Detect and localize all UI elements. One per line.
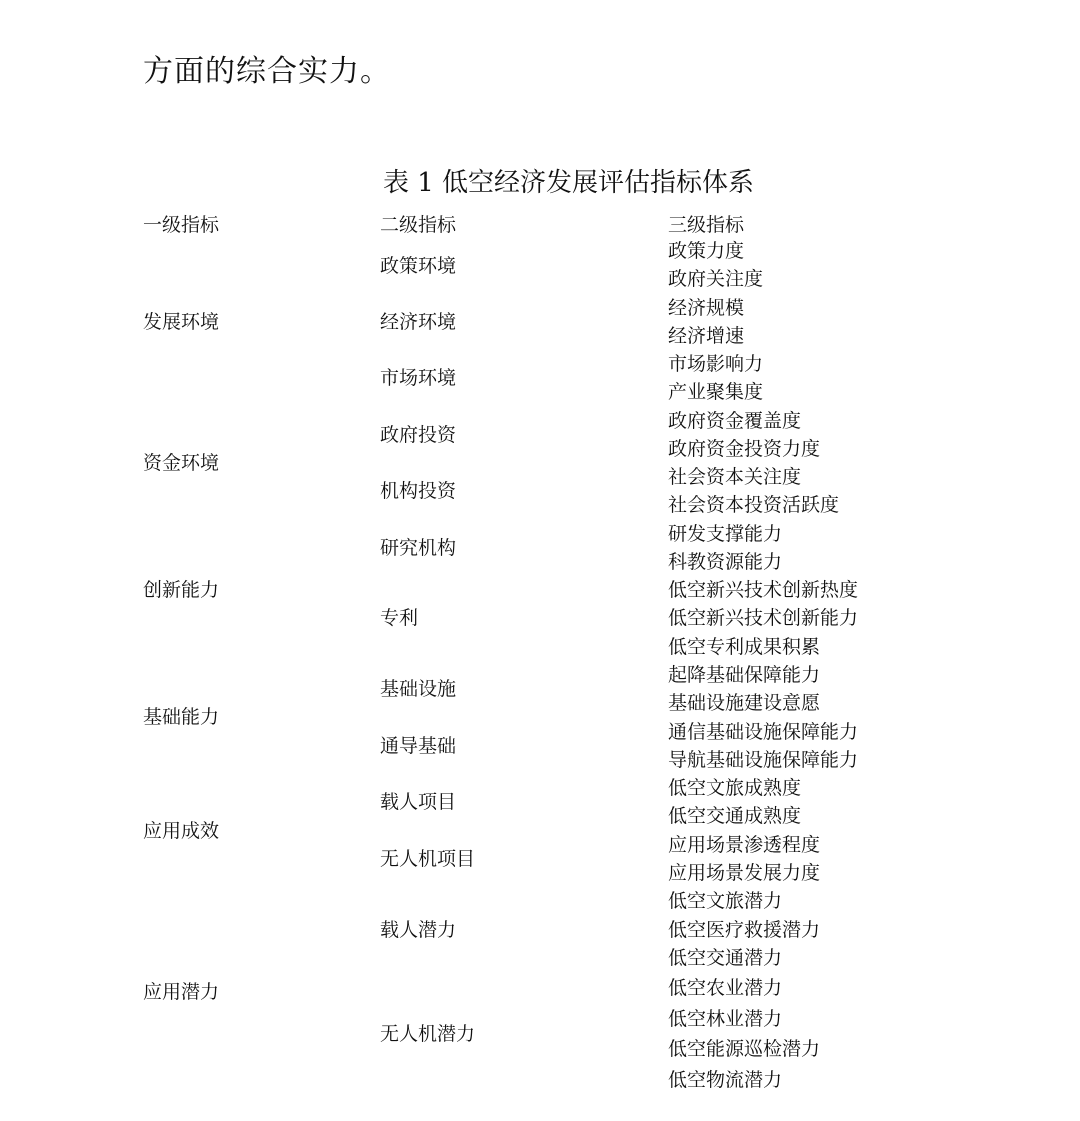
header-level1: 一级指标 xyxy=(143,214,220,236)
level1-cell: 应用成效 xyxy=(143,820,220,842)
level3-cell: 政策力度 xyxy=(668,240,745,262)
level2-cell: 专利 xyxy=(380,607,419,629)
level2-cell: 通导基础 xyxy=(380,735,457,757)
level3-cell: 政府资金投资力度 xyxy=(668,438,821,460)
level1-cell: 应用潜力 xyxy=(143,981,220,1003)
level3-cell: 低空农业潜力 xyxy=(668,977,783,999)
level3-cell: 基础设施建设意愿 xyxy=(668,692,821,714)
level2-cell: 政策环境 xyxy=(380,255,457,277)
level1-cell: 资金环境 xyxy=(143,452,220,474)
level3-cell: 经济规模 xyxy=(668,297,745,319)
level3-cell: 政府资金覆盖度 xyxy=(668,410,802,432)
level2-cell: 无人机项目 xyxy=(380,848,476,870)
level3-cell: 政府关注度 xyxy=(668,268,764,290)
level2-cell: 基础设施 xyxy=(380,678,457,700)
intro-paragraph: 方面的综合实力。 xyxy=(143,54,391,89)
level3-cell: 低空文旅成熟度 xyxy=(668,777,802,799)
level1-cell: 发展环境 xyxy=(143,311,220,333)
level3-cell: 低空文旅潜力 xyxy=(668,890,783,912)
level3-cell: 低空专利成果积累 xyxy=(668,636,821,658)
header-level3: 三级指标 xyxy=(668,214,745,236)
level2-cell: 机构投资 xyxy=(380,480,457,502)
level3-cell: 产业聚集度 xyxy=(668,381,764,403)
level3-cell: 低空林业潜力 xyxy=(668,1008,783,1030)
level3-cell: 应用场景发展力度 xyxy=(668,862,821,884)
level3-cell: 应用场景渗透程度 xyxy=(668,834,821,856)
level2-cell: 市场环境 xyxy=(380,367,457,389)
level3-cell: 低空物流潜力 xyxy=(668,1069,783,1091)
level3-cell: 低空医疗救援潜力 xyxy=(668,919,821,941)
level3-cell: 经济增速 xyxy=(668,325,745,347)
level3-cell: 低空交通潜力 xyxy=(668,947,783,969)
level2-cell: 载人项目 xyxy=(380,791,457,813)
level3-cell: 低空能源巡检潜力 xyxy=(668,1038,821,1060)
level3-cell: 市场影响力 xyxy=(668,353,764,375)
level3-cell: 社会资本关注度 xyxy=(668,466,802,488)
level3-cell: 低空交通成熟度 xyxy=(668,805,802,827)
level3-cell: 科教资源能力 xyxy=(668,551,783,573)
level2-cell: 经济环境 xyxy=(380,311,457,333)
level2-cell: 政府投资 xyxy=(380,424,457,446)
level1-cell: 创新能力 xyxy=(143,579,220,601)
level3-cell: 起降基础保障能力 xyxy=(668,664,821,686)
level3-cell: 研发支撑能力 xyxy=(668,523,783,545)
level3-cell: 社会资本投资活跃度 xyxy=(668,494,840,516)
level2-cell: 载人潜力 xyxy=(380,919,457,941)
header-level2: 二级指标 xyxy=(380,214,457,236)
level3-cell: 低空新兴技术创新能力 xyxy=(668,607,859,629)
level2-cell: 研究机构 xyxy=(380,537,457,559)
level1-cell: 基础能力 xyxy=(143,706,220,728)
level3-cell: 通信基础设施保障能力 xyxy=(668,721,859,743)
table-caption: 表 1 低空经济发展评估指标体系 xyxy=(382,168,755,198)
level3-cell: 低空新兴技术创新热度 xyxy=(668,579,859,601)
level2-cell: 无人机潜力 xyxy=(380,1023,476,1045)
level3-cell: 导航基础设施保障能力 xyxy=(668,749,859,771)
